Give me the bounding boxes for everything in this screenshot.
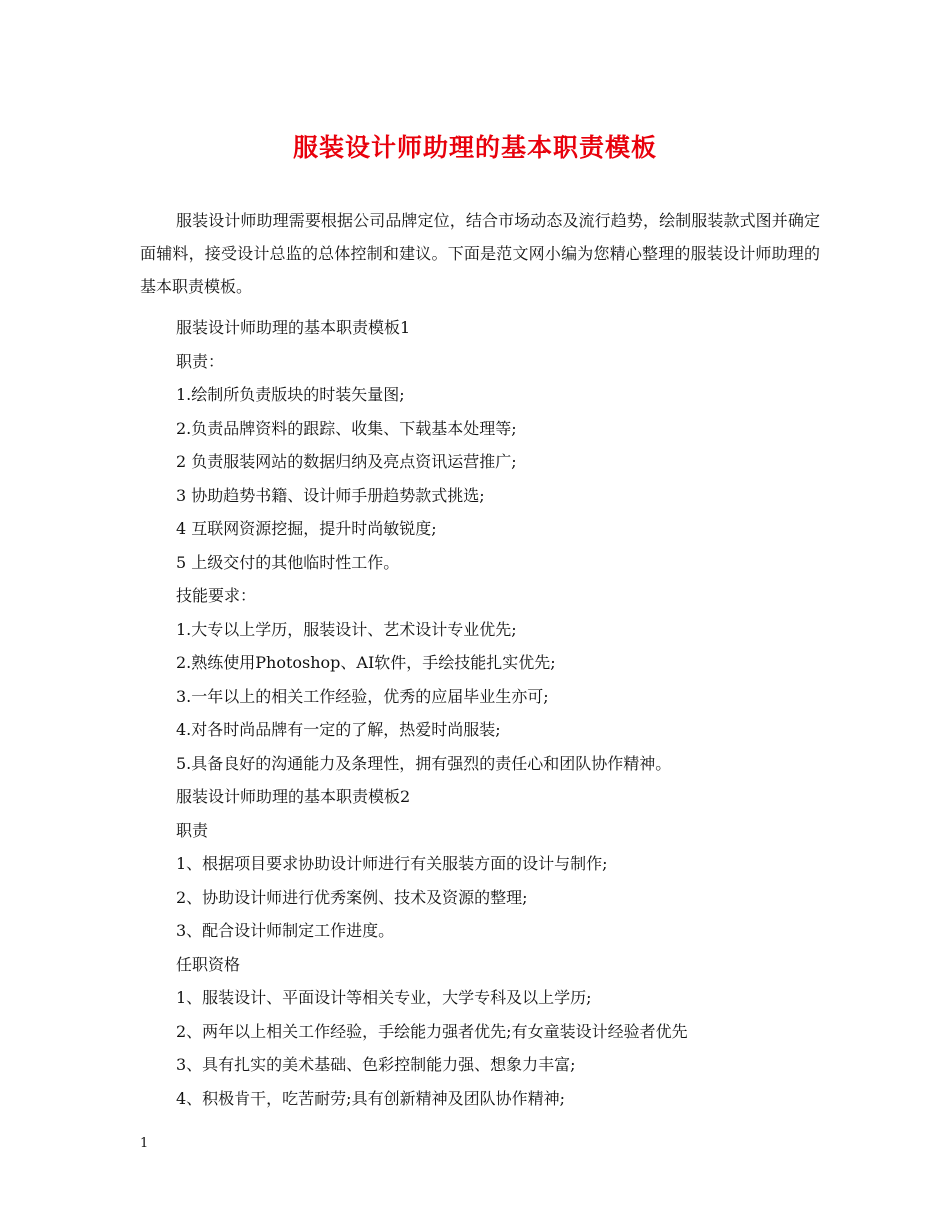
list-item: 2、两年以上相关工作经验，手绘能力强者优先;有女童装设计经验者优先: [176, 1021, 688, 1041]
list-item: 4.对各时尚品牌有一定的了解，热爱时尚服装;: [176, 720, 501, 739]
document-title: 服装设计师助理的基本职责模板: [292, 133, 657, 162]
section-heading-2: 服装设计师助理的基本职责模板2: [176, 787, 411, 806]
list-item: 2.熟练使用Photoshop、AI软件，手绘技能扎实优先;: [176, 653, 556, 672]
list-item: 2 负责服装网站的数据归纳及亮点资讯运营推广;: [176, 452, 517, 471]
list-item: 5.具备良好的沟通能力及条理性，拥有强烈的责任心和团队协作精神。: [176, 753, 672, 773]
list-item: 3、具有扎实的美术基础、色彩控制能力强、想象力丰富;: [176, 1055, 576, 1074]
list-item: 4、积极肯干，吃苦耐劳;具有创新精神及团队协作精神;: [176, 1088, 565, 1108]
list-item: 1、根据项目要求协助设计师进行有关服装方面的设计与制作;: [176, 854, 608, 873]
list-item: 4 互联网资源挖掘，提升时尚敏锐度;: [176, 519, 437, 538]
section-heading-1: 服装设计师助理的基本职责模板1: [176, 318, 411, 337]
list-item: 1、服装设计、平面设计等相关专业，大学专科及以上学历;: [176, 988, 592, 1007]
body-lines: [176, 311, 836, 1115]
list-item: 5 上级交付的其他临时性工作。: [176, 552, 400, 572]
list-item: 2、协助设计师进行优秀案例、技术及资源的整理;: [176, 887, 528, 907]
list-item: 1.大专以上学历，服装设计、艺术设计专业优先;: [176, 619, 517, 639]
subheading-skills: 技能要求：: [176, 586, 257, 605]
list-item: 2.负责品牌资料的跟踪、收集、下载基本处理等;: [176, 418, 517, 438]
intro-paragraph: 服装设计师助理需要根据公司品牌定位，结合市场动态及流行趋势，绘制服装款式图并确定面辅料，接受设计总监的总体控制和建议。下面是范文网小编为您精心整理的服装设计师助理的基本职责模板。: [140, 211, 820, 296]
subheading-duties: 职责：: [176, 351, 225, 371]
list-item: 3 协助趋势书籍、设计师手册趋势款式挑选;: [176, 485, 485, 505]
list-item: 3.一年以上的相关工作经验，优秀的应届毕业生亦可;: [176, 686, 549, 706]
page-number: 1: [140, 1136, 149, 1151]
list-item: 1.绘制所负责版块的时装矢量图;: [176, 385, 405, 404]
subheading-qualifications: 任职资格: [176, 954, 241, 974]
subheading-duties: 职责: [176, 820, 209, 840]
list-item: 3、配合设计师制定工作进度。: [176, 921, 395, 940]
